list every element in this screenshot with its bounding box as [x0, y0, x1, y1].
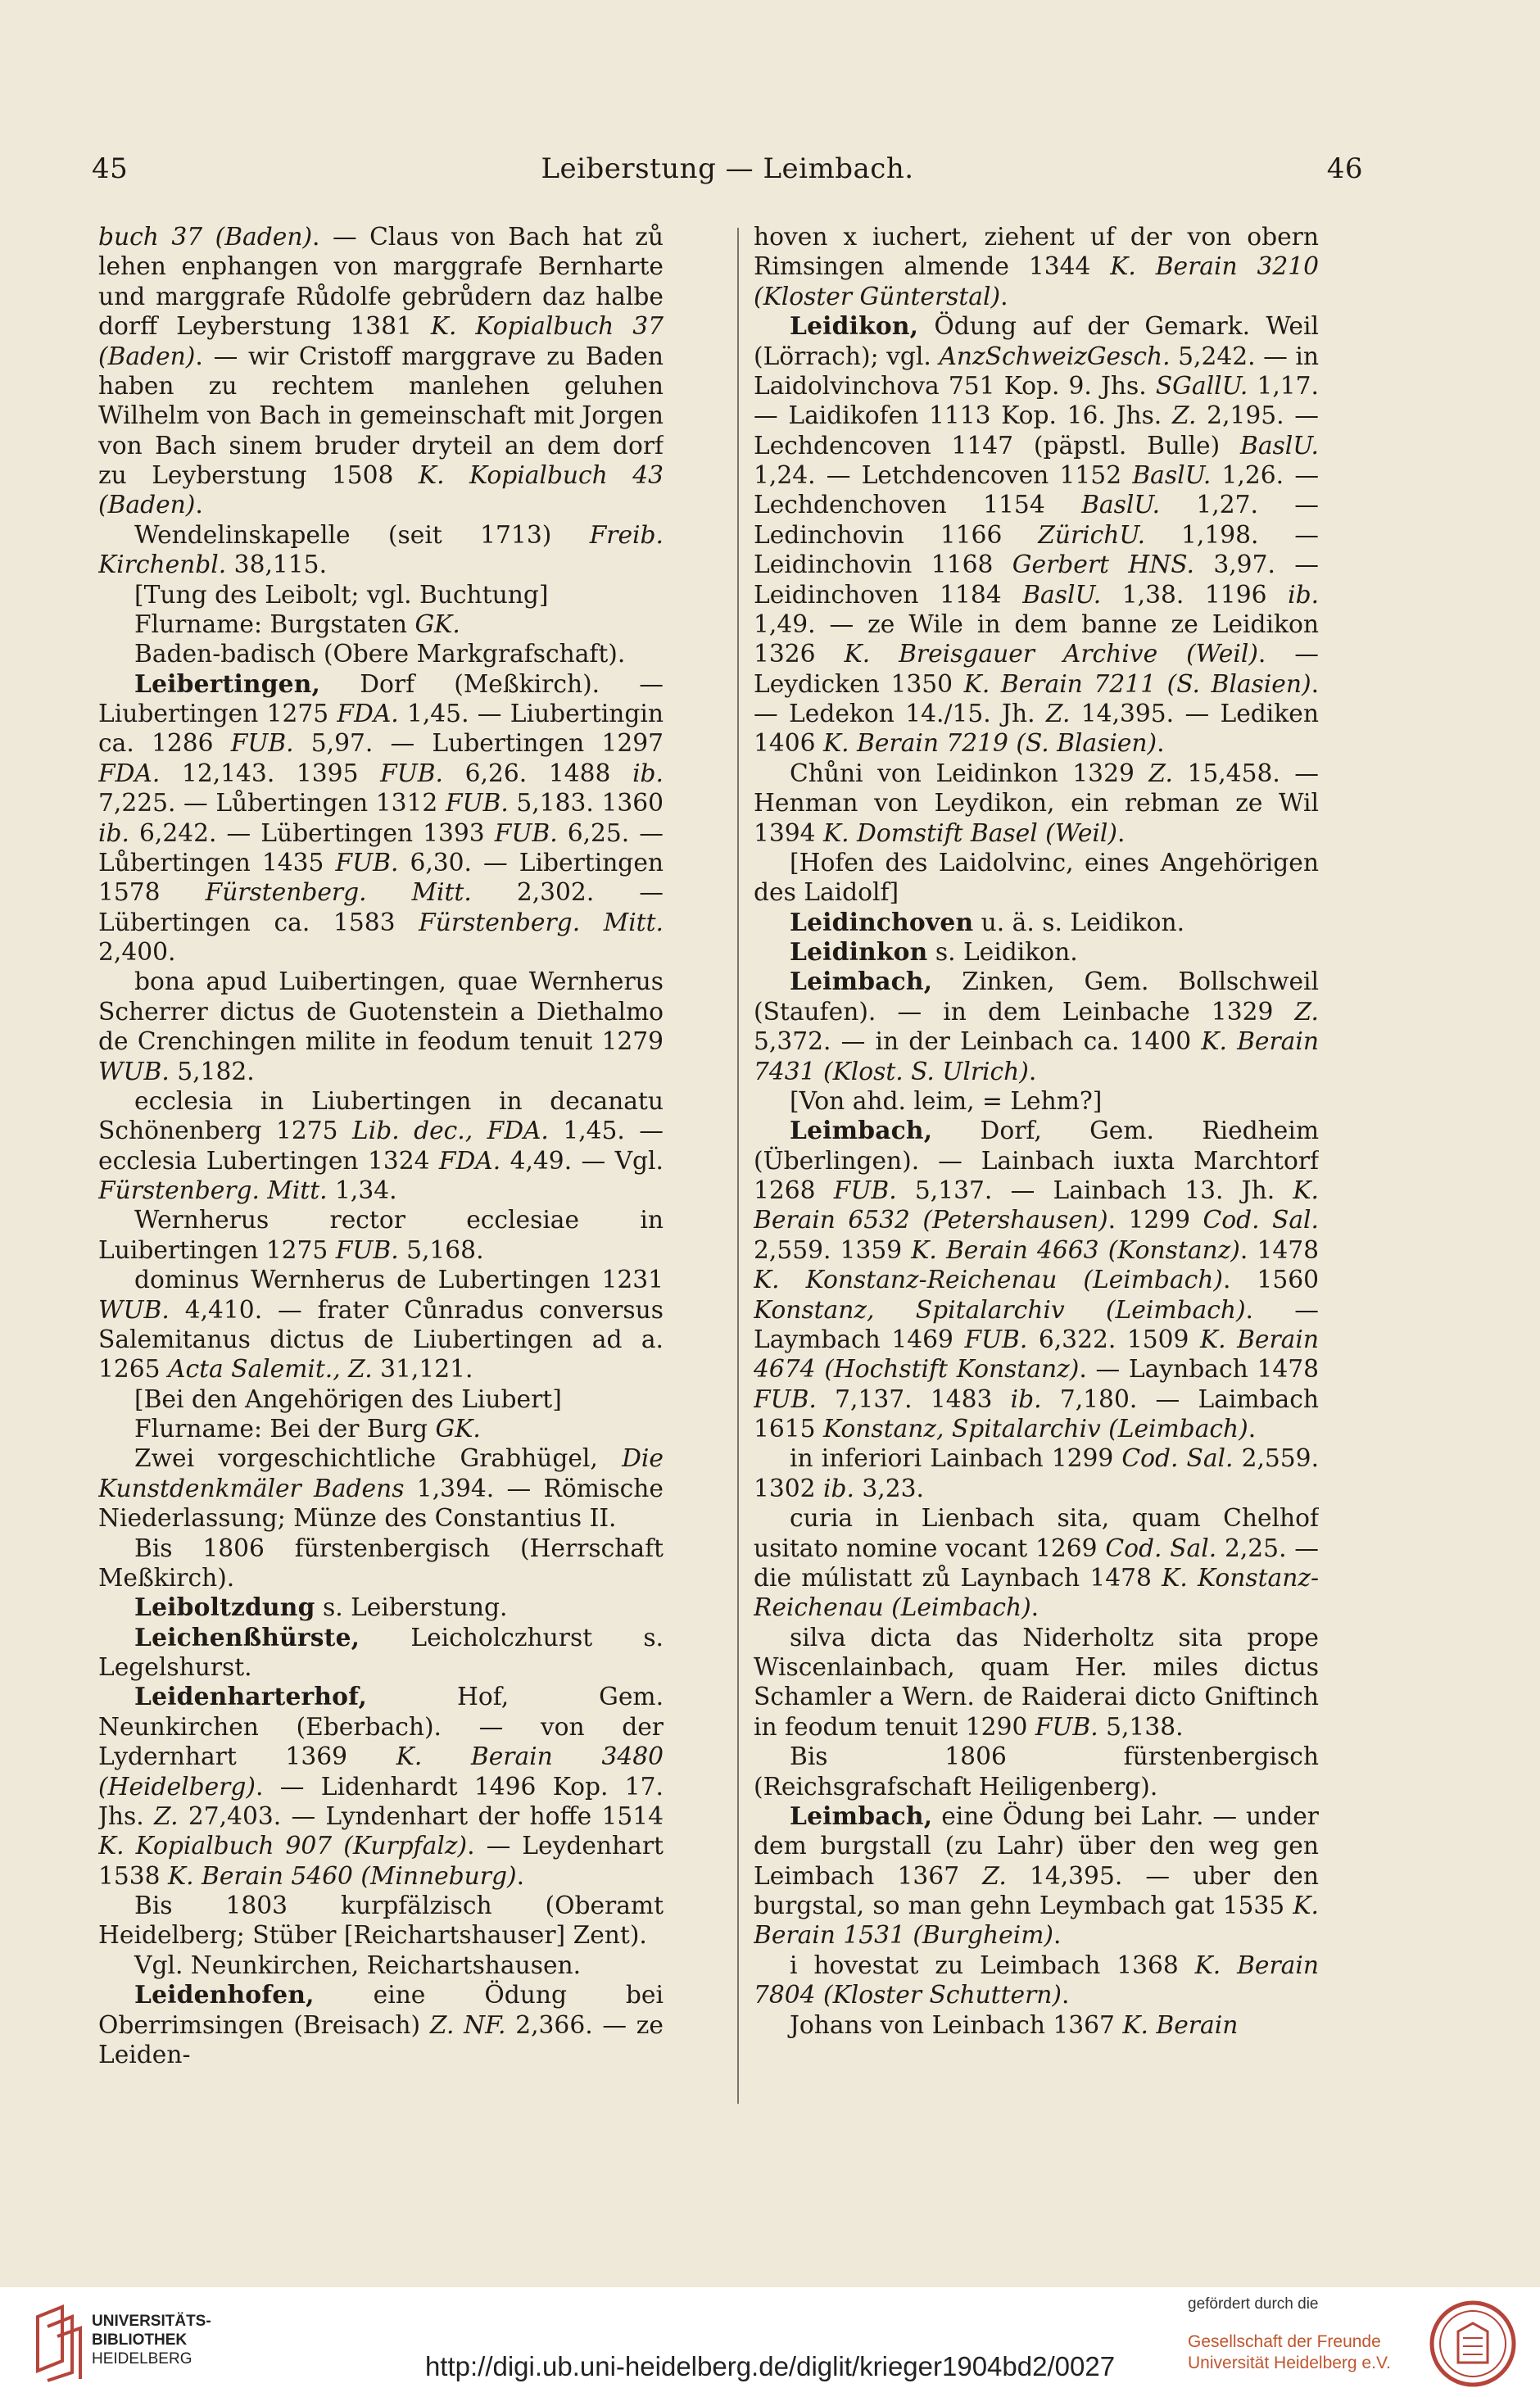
body-text: Leicholczhurst s. Legelshurst.	[98, 1623, 664, 1682]
body-text: Bis 1806 fürstenbergisch (Reichsgrafschaft Heiligenberg).	[754, 1742, 1319, 1801]
citation-text: K. Kopialbuch 43 (Baden)	[98, 461, 664, 520]
body-text: Flurname: Bei der Burg	[134, 1415, 436, 1443]
entry-headword: Leichenßhürste,	[134, 1623, 360, 1652]
body-text: 5,183. 1360	[508, 789, 664, 818]
body-text: 2,302. — Lübertingen ca. 1583	[98, 878, 664, 937]
citation-text: K. Konstanz-Reichenau (Leimbach)	[754, 1266, 1223, 1295]
body-text: 6,30. — Libertingen 1578	[98, 848, 664, 908]
citation-text: FUB.	[964, 1325, 1028, 1354]
entry-paragraph	[98, 1892, 664, 1951]
citation-text: FUB.	[335, 848, 399, 877]
entry-headword: Leimbach,	[790, 1801, 933, 1831]
entry-paragraph	[754, 1504, 1319, 1624]
citation-text: Z. NF.	[429, 2010, 506, 2040]
entry-headword: Leidinchoven	[790, 908, 974, 937]
sponsor-label: gefördert durch die	[1188, 2295, 1319, 2313]
body-text: 5,168.	[398, 1235, 484, 1265]
library-name-line: BIBLIOTHEK	[92, 2331, 188, 2349]
citation-text: K. Berain 7211 (S. Blasien)	[963, 669, 1311, 699]
citation-text: Konstanz, Spitalarchiv (Leimbach)	[823, 1415, 1248, 1443]
body-text: 3,97. — Leidinchoven 1184	[754, 551, 1319, 609]
body-text: . — wir Cristoff marggrave zu Baden haben zu rechtem manlehen geluhen Wilhelm von Bach in gemeinschaft mit Jorgen von Bach sinem bruder dryteil an dem dorf zu Leyberstung 1508	[98, 342, 664, 490]
citation-text: AnzSchweizGesch.	[939, 342, 1171, 371]
citation-text: K. Berain 6532 (Petershausen)	[754, 1176, 1319, 1235]
entry-headword: Leidenhofen,	[134, 1981, 315, 2010]
citation-text: K. Berain 3210 (Kloster Günterstal)	[754, 252, 1319, 311]
entry-paragraph	[98, 1266, 664, 1385]
citation-text: Fürstenberg. Mitt.	[205, 878, 472, 908]
body-text: Chůni von Leidinkon 1329	[790, 759, 1149, 788]
citation-text: K. Berain 4674 (Hochstift Konstanz)	[754, 1325, 1319, 1384]
body-text: 5,182.	[169, 1057, 255, 1086]
university-seal-icon	[1415, 2299, 1530, 2389]
citation-text: K. Berain 7219 (S. Blasien)	[823, 729, 1157, 759]
entry-headword: Leidikon,	[790, 312, 919, 342]
body-text: 6,25. — Lůbertingen 1435	[98, 818, 664, 877]
body-text: 5,137. — Lainbach 13. Jh.	[896, 1176, 1293, 1205]
body-text: 6,26. 1488	[443, 759, 633, 788]
column-divider	[737, 228, 739, 2104]
right-column	[754, 223, 1319, 2074]
citation-text: FUB.	[494, 818, 558, 848]
body-text: 14,395. — uber den burgstal, so man gehn Leymbach gat 1535	[754, 1861, 1319, 1920]
entry-headword: Leimbach,	[790, 1117, 933, 1146]
entry-paragraph	[98, 1981, 664, 2070]
body-text: [Von ahd. leim, = Lehm?]	[790, 1086, 1103, 1116]
entry-paragraph	[98, 521, 664, 581]
body-text: .	[1157, 729, 1165, 759]
body-text: 5,242. — in Laidolvinchova 751 Kop. 9. Jhs.	[754, 342, 1319, 401]
citation-text: K. Breisgauer Archive (Weil)	[844, 640, 1258, 669]
citation-text: ib.	[98, 818, 129, 848]
body-text: hoven x iuchert, ziehent uf der von obern Rimsingen almende 1344	[754, 223, 1319, 282]
body-text: . — Lidenhardt 1496 Kop. 17. Jhs.	[98, 1772, 664, 1831]
entry-paragraph	[98, 581, 664, 610]
entry-paragraph	[754, 223, 1319, 312]
body-text: . 1478	[1239, 1235, 1319, 1265]
left-column	[98, 223, 664, 2074]
entry-paragraph	[98, 1951, 664, 1981]
body-text: 15,458. — Henman von Leydikon, ein rebman ze Wil 1394	[754, 759, 1319, 848]
body-text: .	[1030, 1593, 1040, 1623]
body-text: 4,49. — Vgl.	[500, 1146, 664, 1176]
body-text: Bis 1806 fürstenbergisch (Herrschaft Meßkirch).	[98, 1534, 664, 1593]
body-text: .	[1053, 1921, 1062, 1951]
entry-paragraph	[754, 849, 1319, 909]
body-text: . — Ledekon 14./15. Jh.	[754, 669, 1319, 728]
body-text: 1,38. 1196	[1101, 580, 1289, 609]
body-text: [Hofen des Laidolvinc, eines Angehörigen des Laidolf]	[754, 848, 1319, 908]
body-text: 2,400.	[98, 938, 176, 967]
entry-paragraph	[98, 610, 664, 640]
body-text: 1,198. — Leidinchovin 1168	[754, 520, 1319, 580]
body-text: . — Leydenhart 1538	[98, 1832, 664, 1891]
citation-text: ib.	[632, 759, 664, 788]
citation-text: FUB.	[1035, 1712, 1098, 1742]
entry-paragraph	[98, 1534, 664, 1594]
body-text: 1,49. — ze Wile in dem banne ze Leidikon 1326	[754, 609, 1319, 669]
body-text: 7,225. — Lůbertingen 1312	[98, 789, 446, 818]
body-text: 7,180. — Laimbach 1615	[754, 1384, 1319, 1443]
body-text: 1,394. — Römische Niederlassung; Münze des Constantius II.	[98, 1474, 664, 1534]
citation-text: FDA.	[337, 700, 399, 728]
citation-text: K. Berain 7431 (Klost. S. Ulrich)	[754, 1027, 1319, 1086]
body-text: u. ä. s. Leidikon.	[973, 908, 1185, 937]
sponsor-name-line: Universität Heidelberg e.V.	[1188, 2354, 1391, 2372]
body-text: 4,410. — frater Cůnradus conversus Salemitanus dictus de Liubertingen ad a. 1265	[98, 1295, 664, 1384]
citation-text: WUB.	[98, 1295, 170, 1325]
citation-text: buch 37 (Baden)	[98, 223, 313, 251]
citation-text: K. Berain 4663 (Konstanz)	[911, 1235, 1240, 1265]
entry-paragraph	[754, 759, 1319, 849]
body-text: [Tung des Leibolt; vgl. Buchtung]	[134, 580, 549, 609]
citation-text: Z.	[154, 1801, 179, 1831]
body-text: Zwei vorgeschichtliche Grabhügel,	[134, 1444, 623, 1474]
citation-text: Acta Salemit., Z.	[168, 1355, 373, 1384]
citation-text: FUB.	[833, 1176, 897, 1205]
body-text: i hovestat zu Leimbach 1368	[790, 1951, 1195, 1980]
body-text: .	[516, 1861, 524, 1891]
body-text: 2,366. — ze Leiden-	[98, 2010, 664, 2069]
body-text: 2,559. 1302	[754, 1444, 1319, 1503]
citation-text: Z.	[1171, 401, 1197, 431]
citation-text: K. Berain 7804 (Kloster Schuttern)	[754, 1951, 1319, 2010]
body-text: eine Ödung bei Lahr. — under dem burgstall (zu Lahr) über den weg gen Leimbach 1367	[754, 1801, 1319, 1891]
body-text: s. Leidikon.	[927, 938, 1078, 967]
citation-text: Z.	[982, 1861, 1007, 1891]
citation-text: ib.	[823, 1474, 854, 1503]
sponsor-name	[1188, 2331, 1391, 2374]
citation-text: GK.	[414, 609, 460, 639]
citation-text: ZürichU.	[1038, 520, 1146, 550]
body-text: Dorf (Meßkirch). — Liubertingen 1275	[98, 669, 664, 728]
citation-text: FDA.	[438, 1146, 501, 1176]
body-text: Wendelinskapelle (seit 1713)	[134, 520, 590, 550]
citation-text: Lib. dec., FDA.	[351, 1117, 549, 1146]
body-text: .	[1062, 1981, 1070, 2010]
footer-band	[0, 2287, 1540, 2397]
citation-text: ib.	[1010, 1384, 1042, 1414]
entry-paragraph	[98, 1593, 664, 1623]
body-text: 7,137. 1483	[816, 1384, 1011, 1414]
body-text: 1,34.	[327, 1176, 397, 1205]
citation-text: K. Berain 3480 (Heidelberg)	[98, 1742, 664, 1801]
entry-headword: Leimbach,	[790, 967, 933, 997]
citation-text: ib.	[1288, 580, 1319, 609]
body-text: 3,23.	[854, 1474, 924, 1503]
citation-text: FDA.	[98, 759, 161, 788]
citation-text: BaslU.	[1132, 461, 1212, 490]
body-text: 6,242. — Lübertingen 1393	[129, 818, 495, 848]
entry-paragraph	[98, 1683, 664, 1892]
body-text: [Bei den Angehörigen des Liubert]	[134, 1384, 562, 1414]
body-text: silva dicta das Niderholtz sita prope Wiscenlainbach, quam Her. miles dictus Schamler a Wern. de Raiderai dicto Gniftinch in feodum tenuit 1290	[754, 1623, 1319, 1742]
entry-paragraph	[754, 1117, 1319, 1444]
body-text: .	[1028, 1057, 1037, 1086]
citation-text: K. Kopialbuch 907 (Kurpfalz)	[98, 1832, 468, 1861]
permalink-url[interactable]: http://digi.ub.uni-heidelberg.de/diglit/krieger1904bd2/0027	[424, 2351, 1116, 2381]
running-header	[92, 144, 1363, 202]
body-text: 2,195. — Lechdencoven 1147 (päpstl. Bulle)	[754, 401, 1319, 460]
body-text: . — Laymbach 1469	[754, 1295, 1319, 1354]
body-text: Dorf, Gem. Riedheim (Überlingen). — Lainbach iuxta Marchtorf 1268	[754, 1117, 1319, 1205]
citation-text: FUB.	[754, 1384, 817, 1414]
body-text: bona apud Luibertingen, quae Wernherus Scherrer dictus de Guotenstein a Diethalmo de Crenchingen milite in feodum tenuit 1279	[98, 967, 664, 1057]
entry-paragraph	[98, 1385, 664, 1415]
body-text: 27,403. — Lyndenhart der hoffe 1514	[178, 1801, 664, 1831]
citation-text: GK.	[435, 1415, 481, 1443]
entry-paragraph	[98, 640, 664, 669]
body-text: s. Leiberstung.	[315, 1593, 508, 1623]
citation-text: WUB.	[98, 1057, 170, 1086]
body-text: 5,138.	[1098, 1712, 1184, 1742]
body-text: 31,121.	[372, 1355, 473, 1384]
page-number-right: 46	[1326, 152, 1363, 185]
body-text: . 1560	[1222, 1266, 1319, 1295]
citation-text: K. Kopialbuch 37 (Baden)	[98, 312, 664, 371]
entry-paragraph	[754, 938, 1319, 967]
body-text: 14,395. — Lediken 1406	[754, 700, 1319, 759]
citation-text: Die Kunstdenkmäler Badens	[98, 1444, 664, 1503]
entry-headword: Leidinkon	[790, 938, 928, 967]
entry-paragraph	[754, 1444, 1319, 1504]
body-text: Baden-badisch (Obere Markgrafschaft).	[134, 640, 626, 669]
citation-text: FUB.	[445, 789, 509, 818]
body-text: . — Laynbach 1478	[1079, 1355, 1319, 1384]
body-text: .	[1116, 818, 1126, 848]
entry-paragraph	[754, 1624, 1319, 1743]
entry-paragraph	[98, 1444, 664, 1534]
body-text: 1,17. — Laidikofen 1113 Kop. 16. Jhs.	[754, 371, 1319, 431]
entry-paragraph	[754, 312, 1319, 759]
library-name-line: HEIDELBERG	[92, 2350, 192, 2368]
body-text: .	[195, 491, 203, 520]
citation-text: Z.	[1294, 997, 1319, 1026]
entry-headword: Leiboltzdung	[134, 1593, 315, 1623]
body-text: 5,372. — in der Leinbach ca. 1400	[754, 1027, 1202, 1057]
sponsor-name-line: Gesellschaft der Freunde	[1188, 2332, 1381, 2351]
entry-paragraph	[98, 1206, 664, 1266]
entry-paragraph	[754, 1802, 1319, 1951]
citation-text: Cod. Sal.	[1121, 1444, 1234, 1474]
body-text: Zinken, Gem. Bollschweil (Staufen). — in dem Leinbache 1329	[754, 967, 1319, 1026]
citation-text: K. Berain 1531 (Burgheim)	[754, 1892, 1319, 1951]
citation-text: Fürstenberg. Mitt.	[419, 908, 664, 937]
entry-paragraph	[754, 2011, 1319, 2041]
entry-paragraph	[98, 223, 664, 521]
citation-text: BaslU.	[1081, 491, 1161, 520]
citation-text: FUB.	[230, 729, 294, 759]
entry-paragraph	[98, 670, 664, 968]
page-title: Leiberstung — Leimbach.	[541, 152, 914, 185]
citation-text: K. Berain	[1122, 2010, 1239, 2040]
citation-text: Z.	[1148, 759, 1173, 788]
body-text: Bis 1803 kurpfälzisch (Oberamt Heidelberg; Stüber [Reichartshauser] Zent).	[98, 1892, 664, 1951]
body-text: Hof, Gem. Neunkirchen (Eberbach). — von der Lydernhart 1369	[98, 1683, 664, 1772]
body-text: . — Leydicken 1350	[754, 640, 1319, 699]
body-text: Flurname: Burgstaten	[134, 609, 415, 639]
body-text: 38,115.	[226, 551, 328, 580]
citation-text: Cod. Sal.	[1203, 1206, 1319, 1235]
entry-paragraph	[754, 1087, 1319, 1117]
body-text: ecclesia in Liubertingen in decanatu Schönenberg 1275	[98, 1086, 664, 1146]
body-text: 1,26. — Lechdenchoven 1154	[754, 461, 1319, 520]
citation-text: K. Konstanz-Reichenau (Leimbach)	[754, 1563, 1319, 1623]
body-text: Wernherus rector ecclesiae in Luibertingen 1275	[98, 1206, 664, 1265]
citation-text: Z.	[1045, 700, 1071, 728]
citation-text: FUB.	[380, 759, 443, 788]
citation-text: Gerbert HNS.	[1012, 551, 1194, 580]
body-text: 12,143. 1395	[160, 759, 381, 788]
citation-text: Cod. Sal.	[1105, 1534, 1217, 1563]
body-text: 5,97. — Lubertingen 1297	[293, 729, 664, 759]
body-text: dominus Wernherus de Lubertingen 1231	[134, 1266, 664, 1295]
body-text: .	[1248, 1415, 1257, 1443]
entry-paragraph	[754, 1951, 1319, 2011]
body-text: eine Ödung bei Oberrimsingen (Breisach)	[98, 1981, 664, 2040]
entry-headword: Leibertingen,	[134, 669, 321, 699]
body-text: . — Claus von Bach hat zů lehen enphangen von marggrafe Bernharte und marggrafe Růdolfe gebrůdern daz halbe dorff Leyberstung 1381	[98, 223, 664, 342]
body-text: curia in Lienbach sita, quam Chelhof usitato nomine vocant 1269	[754, 1504, 1319, 1563]
citation-text: BaslU.	[1022, 580, 1102, 609]
citation-text: Konstanz, Spitalarchiv (Leimbach)	[754, 1295, 1246, 1325]
citation-text: SGallU.	[1155, 371, 1248, 401]
body-text: 6,322. 1509	[1027, 1325, 1200, 1354]
entry-paragraph	[98, 967, 664, 1087]
body-text: 1,45. — Liubertingin ca. 1286	[98, 700, 664, 759]
entry-paragraph	[98, 1415, 664, 1444]
body-text: 1,27. — Ledinchovin 1166	[754, 491, 1319, 550]
entry-paragraph	[98, 1087, 664, 1207]
body-text: .	[1000, 282, 1008, 311]
entry-paragraph	[98, 1624, 664, 1683]
citation-text: BaslU.	[1240, 431, 1319, 460]
body-text: 2,25. — die múlistatt zů Laynbach 1478	[754, 1534, 1319, 1593]
citation-text: K. Berain 5460 (Minneburg)	[168, 1861, 517, 1891]
body-text: Ödung auf der Gemark. Weil (Lörrach); vgl.	[754, 312, 1319, 371]
citation-text: FUB.	[335, 1235, 399, 1265]
entry-headword: Leidenharterhof,	[134, 1683, 368, 1712]
body-text: . 1299	[1107, 1206, 1203, 1235]
entry-paragraph	[754, 909, 1319, 938]
citation-text: Fürstenberg. Mitt.	[98, 1176, 328, 1205]
library-name-line: UNIVERSITÄTS-	[92, 2313, 211, 2330]
entry-paragraph	[754, 1742, 1319, 1802]
body-text: 1,24. — Letchdencoven 1152	[754, 461, 1133, 490]
body-text: 1,45. — ecclesia Lubertingen 1324	[98, 1117, 664, 1176]
body-text: Johans von Leinbach 1367	[790, 2010, 1123, 2040]
body-text: Vgl. Neunkirchen, Reichartshausen.	[134, 1951, 582, 1980]
body-text: 2,559. 1359	[754, 1235, 912, 1265]
entry-paragraph	[754, 967, 1319, 1087]
body-text: in inferiori Lainbach 1299	[790, 1444, 1122, 1474]
page-number-left: 45	[92, 152, 129, 185]
citation-text: K. Domstift Basel (Weil)	[823, 818, 1117, 848]
citation-text: Freib. Kirchenbl.	[98, 520, 664, 580]
